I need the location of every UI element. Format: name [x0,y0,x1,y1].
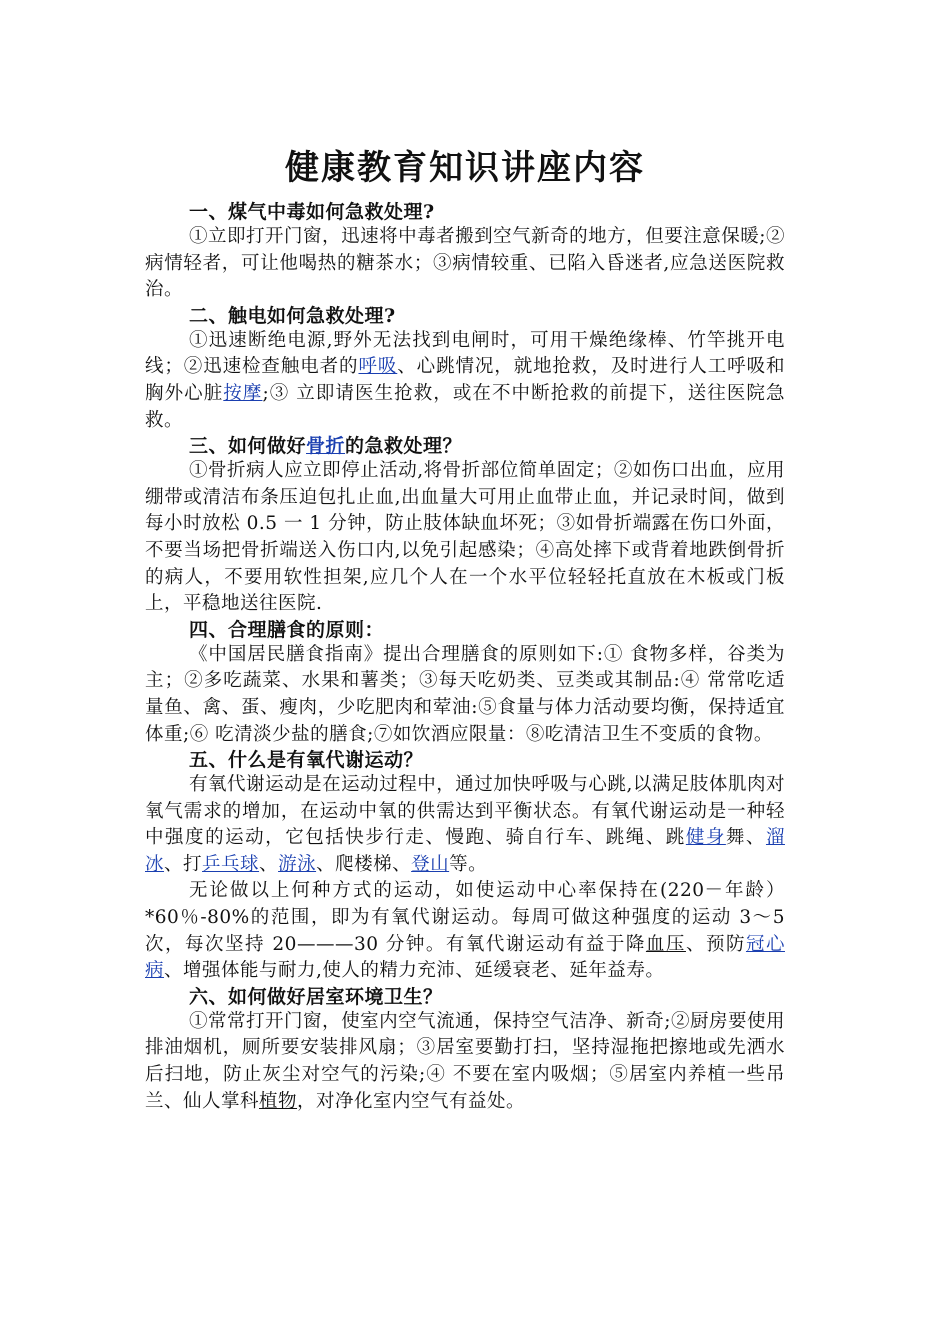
section-paragraph: ①立即打开门窗，迅速将中毒者搬到空气新奇的地方，但要注意保暖;② 病情轻者，可让他喝热的糖茶水；③病情较重、已陷入昏迷者,应急送医院救治。 [145,226,785,301]
section-paragraph: ①骨折病人应立即停止活动,将骨折部位简单固定；②如伤口出血，应用绷带或清洁布条压迫包扎止血,出血量大可用止血带止血，并记录时间，做到每小时放松 0.5 一 1 分钟，防止肢体缺血坏死；③如骨折端露在伤口外面，不要当场把骨折端送入伤口内,以免引起感染；④高处摔下或背着地跌倒骨折的病人，不要用软性担架,应几个人在一个水平位轻轻托直放在木板或门板上，平稳地送往医院. [145,460,785,615]
section-heading: 一、煤气中毒如何急救处理? [189,201,435,223]
hyperlink[interactable]: 冠心病 [145,933,785,982]
hyperlink[interactable]: 按摩 [223,382,263,404]
hyperlink[interactable]: 骨折 [306,435,346,458]
hyperlink[interactable]: 游泳 [278,853,317,875]
section-1 [145,200,785,304]
section-heading: 五、什么是有氧代谢运动？ [189,749,424,772]
section-paragraph: ①常常打开门窗，使室内空气流通，保持空气洁净、新奇;②厨房要使用排油烟机，厕所要安装排风扇；③居室要勤打扫，坚持湿拖把擦地或先洒水后扫地，防止灰尘对空气的污染;④ 不要在室内吸烟；⑤居室内养植一些吊兰、仙人掌科植物，对净化室内空气有益处。 [145,1010,785,1112]
document-page [145,140,785,1115]
section-heading: 三、如何做好骨折的急救处理？ [189,435,463,458]
section-paragraph: 无论做以上何种方式的运动，如使运动中心率保持在(220－年龄）*60％-80%的范围，即为有氧代谢运动。每周可做这种强度的运动 3～5 次，每次坚持 20———30 分钟。有氧代谢运动有益于降血压、预防冠心病、增强体能与耐力,使人的精力充沛、延缓衰老、延年益寿。 [145,880,785,982]
underlined-link[interactable]: 植物 [259,1090,298,1112]
section-paragraph: 有氧代谢运动是在运动过程中，通过加快呼吸与心跳,以满足肢体肌肉对氧气需求的增加，在运动中氧的供需达到平衡状态。有氧代谢运动是一种轻中强度的运动，它包括快步行走、慢跑、骑自行车、跳绳、跳健身舞、溜冰、打乒乓球、游泳、爬楼梯、登山等。 [145,774,785,875]
hyperlink[interactable]: 登山 [411,853,450,875]
section-paragraph: 《中国居民膳食指南》提出合理膳食的原则如下:① 食物多样，谷类为主；②多吃蔬菜、水果和薯类；③每天吃奶类、豆类或其制品:④ 常常吃适量鱼、禽、蛋、瘦肉，少吃肥肉和荤油:⑤食量与体力活动要均衡，保持适宜体重;⑥ 吃清淡少盐的膳食;⑦如饮酒应限量：⑧吃清洁卫生不变质的食物。 [145,643,785,745]
section-6 [145,985,785,1115]
hyperlink[interactable]: 乒乓球 [202,853,260,875]
section-4 [145,618,785,748]
section-2 [145,304,785,434]
sections-container [145,200,785,1115]
section-heading: 二、触电如何急救处理? [189,304,396,327]
hyperlink[interactable]: 健身 [685,827,726,849]
section-3 [145,434,785,618]
section-heading: 四、合理膳食的原则： [189,618,385,641]
section-paragraph: ①迅速断绝电源,野外无法找到电闸时，可用干燥绝缘棒、竹竿挑开电线；②迅速检查触电者的呼吸、心跳情况，就地抢救，及时进行人工呼吸和胸外心脏按摩;③ 立即请医生抢救，或在不中断抢救的前提下，送往医院急救。 [145,329,785,431]
document-title: 健康教育知识讲座内容 [285,148,645,188]
section-5 [145,748,785,985]
hyperlink[interactable]: 呼吸 [358,356,398,378]
underlined-link[interactable]: 血压 [645,933,686,955]
section-heading: 六、如何做好居室环境卫生？ [189,985,443,1008]
hyperlink[interactable]: 溜冰 [145,827,785,875]
